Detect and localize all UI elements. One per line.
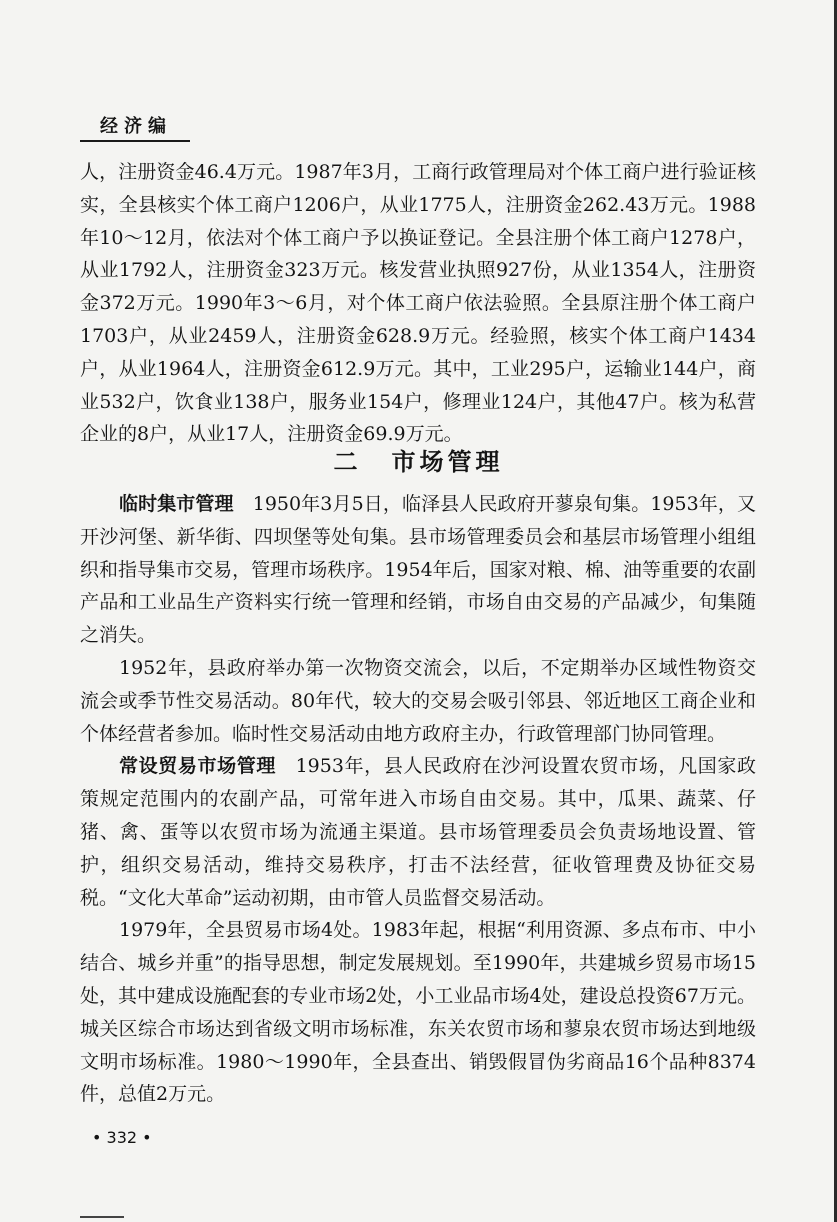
paragraph-continued: 人，注册资金46.4万元。1987年3月，工商行政管理局对个体工商户进行验证核实，全县核实个体工商户1206户，从业1775人，注册资金262.43万元。1988年10～12月，依法对个体工商户予以换证登记。全县注册个体工商户1278户，从业1792人，注册资金323万元。核发营业执照927份，从业1354人，注册资金372万元。1990年3～6月，对个体工商户依法验照。全县原注册个体工商户1703户，从业2459人，注册资金628.9万元。经验照，核实个体工商户1434户，从业1964人，注册资金612.9万元。其中，工业295户，运输业144户，商业532户，饮食业138户，服务业154户，修理业124户，其他47户。核为私营企业的8户，从业17人，注册资金69.9万元。 xyxy=(80,161,756,446)
paragraph-permanent-market xyxy=(80,750,756,914)
page-number: • 332 • xyxy=(92,1128,152,1147)
section-heading xyxy=(0,442,837,477)
section-title: 市场管理 xyxy=(391,448,504,476)
scan-edge-mark xyxy=(80,1216,124,1218)
paragraph-exchange-fair: 1952年，县政府举办第一次物资交流会，以后，不定期举办区域性物资交流会或季节性交易活动。80年代，较大的交易会吸引邻县、邻近地区工商企业和个体经营者参加。临时性交易活动由地方政府主办，行政管理部门协同管理。 xyxy=(80,656,756,745)
paragraph-temporary-market xyxy=(80,488,756,652)
paragraph-market-development: 1979年，全县贸易市场4处。1983年起，根据“利用资源、多点布市、中小结合、城乡并重”的指导思想，制定发展规划。至1990年，共建城乡贸易市场15处，其中建成设施配套的专业市场2处，小工业品市场4处，建设总投资67万元。城关区综合市场达到省级文明市场标准，东关农贸市场和蓼泉农贸市场达到地级文明市场标准。1980～1990年，全县查出、销毁假冒伪劣商品16个品种8374件，总值2万元。 xyxy=(80,919,756,1106)
text-block-continued xyxy=(80,156,756,451)
section-number: 二 xyxy=(333,448,362,476)
term-temporary-market: 临时集市管理 xyxy=(119,493,234,515)
paragraph-text: 1950年3月5日，临泽县人民政府开蓼泉旬集。1953年，又开沙河堡、新华街、四坝堡等处旬集。县市场管理委员会和基层市场管理小组组织和指导集市交易，管理市场秩序。1954年后，国家对粮、棉、油等重要的农副产品和工业品生产资料实行统一管理和经销，市场自由交易的产品减少，旬集随之消失。 xyxy=(80,493,756,647)
paragraph-text: 1953年，县人民政府在沙河设置农贸市场，凡国家政策规定范围内的农副产品，可常年进入市场自由交易。其中，瓜果、蔬菜、仔猪、禽、蛋等以农贸市场为流通主渠道。县市场管理委员会负责场地设置、管护，组织交易活动，维持交易秩序，打击不法经营，征收管理费及协征交易税。“文化大革命”运动初期，由市管人员监督交易活动。 xyxy=(80,755,756,909)
header-underline xyxy=(80,140,190,142)
term-permanent-market: 常设贸易市场管理 xyxy=(119,755,276,778)
running-header: 经济编 xyxy=(100,116,172,137)
text-block-market xyxy=(80,488,756,1111)
